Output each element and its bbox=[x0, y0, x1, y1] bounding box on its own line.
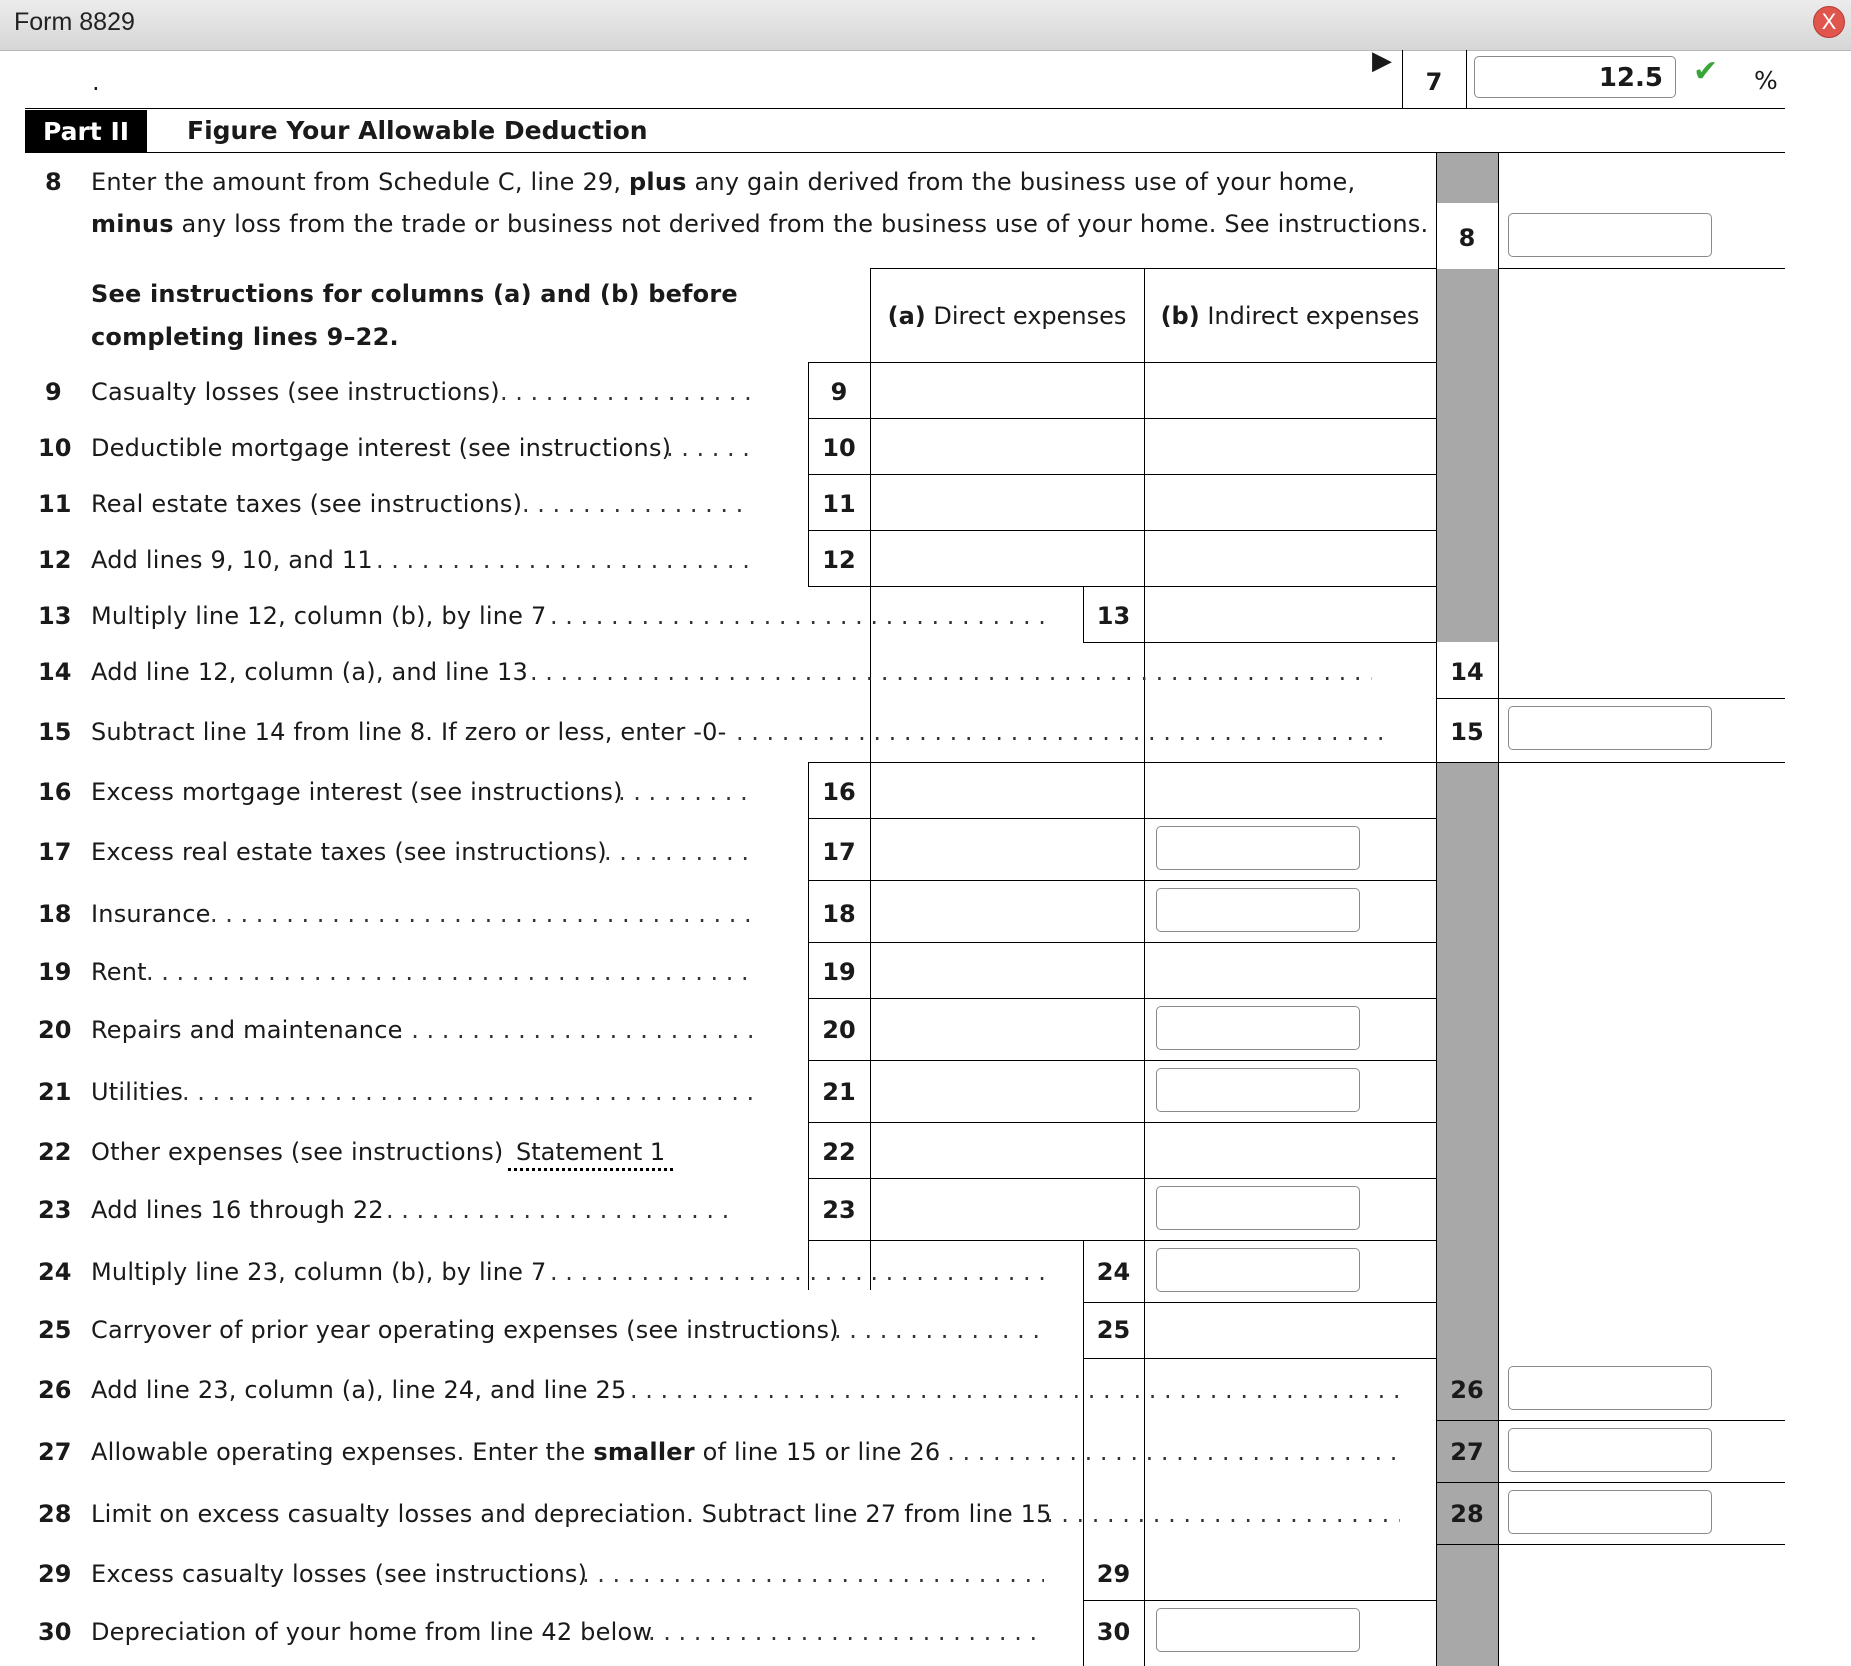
divider bbox=[808, 762, 1436, 763]
line-number: 12 bbox=[38, 546, 72, 574]
line7-bullet: . bbox=[92, 68, 100, 96]
column-a-header: (a) Direct expenses bbox=[887, 302, 1127, 330]
dot-leader bbox=[550, 602, 1044, 630]
shaded-column bbox=[1436, 1544, 1498, 1666]
divider bbox=[808, 818, 1436, 819]
line7-box-label: 7 bbox=[1425, 68, 1443, 96]
line26-box-label: 26 bbox=[1450, 1376, 1484, 1404]
line21-text: Utilities bbox=[91, 1078, 184, 1106]
line19-text: Rent bbox=[91, 958, 147, 986]
dot-leader bbox=[736, 718, 1386, 746]
line8-text-2: minus any loss from the trade or business not derived from the business use of your home. See instructions. bbox=[91, 210, 1429, 238]
divider bbox=[1436, 1482, 1785, 1483]
line29-box-label: 29 bbox=[1096, 1560, 1131, 1588]
line-number: 16 bbox=[38, 778, 72, 806]
divider bbox=[808, 586, 1436, 587]
divider bbox=[870, 268, 871, 1290]
line13-text: Multiply line 12, column (b), by line 7 bbox=[91, 602, 547, 630]
line17-text: Excess real estate taxes (see instructions) bbox=[91, 838, 607, 866]
line20-column-b-input[interactable] bbox=[1156, 1006, 1360, 1050]
line-number: 25 bbox=[38, 1316, 72, 1344]
line27-input[interactable] bbox=[1508, 1428, 1712, 1472]
dot-leader bbox=[834, 1316, 1044, 1344]
line27-box-label: 27 bbox=[1450, 1438, 1484, 1466]
line-number: 23 bbox=[38, 1196, 72, 1224]
line-number: 9 bbox=[45, 378, 62, 406]
line-number: 13 bbox=[38, 602, 72, 630]
dot-leader bbox=[530, 658, 1372, 686]
line10-text: Deductible mortgage interest (see instructions) bbox=[91, 434, 672, 462]
line22-box-label: 22 bbox=[822, 1138, 856, 1166]
line-number: 20 bbox=[38, 1016, 72, 1044]
line17-box-label: 17 bbox=[822, 838, 856, 866]
line8-text-1: Enter the amount from Schedule C, line 29, plus any gain derived from the business use of your home, bbox=[91, 168, 1356, 196]
divider bbox=[1083, 1358, 1436, 1359]
dot-leader bbox=[932, 1438, 1398, 1466]
line18-box-label: 18 bbox=[822, 900, 856, 928]
divider bbox=[1083, 1302, 1436, 1303]
line11-box-label: 11 bbox=[822, 490, 856, 518]
dot-leader bbox=[666, 434, 752, 462]
line11-text: Real estate taxes (see instructions) bbox=[91, 490, 523, 518]
divider bbox=[1083, 1600, 1436, 1601]
line12-text: Add lines 9, 10, and 11 bbox=[91, 546, 373, 574]
line23-box-label: 23 bbox=[822, 1196, 856, 1224]
line16-text: Excess mortgage interest (see instructions) bbox=[91, 778, 623, 806]
line-number: 18 bbox=[38, 900, 72, 928]
line24-box-label: 24 bbox=[1096, 1258, 1131, 1286]
line21-box-label: 21 bbox=[822, 1078, 856, 1106]
line25-text: Carryover of prior year operating expenses (see instructions) bbox=[91, 1316, 839, 1344]
divider bbox=[808, 474, 1436, 475]
line30-column-b-input[interactable] bbox=[1156, 1608, 1360, 1652]
part-ii-tab: Part II bbox=[25, 110, 147, 153]
line-number: 30 bbox=[38, 1618, 72, 1646]
line-number: 8 bbox=[45, 168, 62, 196]
line-number: 15 bbox=[38, 718, 72, 746]
divider bbox=[808, 1240, 1436, 1241]
line9-box-label: 9 bbox=[830, 378, 848, 406]
divider bbox=[1498, 153, 1499, 1666]
divider bbox=[808, 1178, 1436, 1179]
part-ii-title: Figure Your Allowable Deduction bbox=[187, 116, 648, 145]
line14-text: Add line 12, column (a), and line 13 bbox=[91, 658, 528, 686]
dot-leader bbox=[1046, 1500, 1400, 1528]
dot-leader bbox=[604, 838, 752, 866]
columns-instruction-2: completing lines 9–22. bbox=[91, 323, 399, 351]
dot-leader bbox=[210, 900, 752, 928]
line20-box-label: 20 bbox=[822, 1016, 856, 1044]
line9-text: Casualty losses (see instructions) bbox=[91, 378, 500, 406]
divider bbox=[808, 1122, 1436, 1123]
line-number: 28 bbox=[38, 1500, 72, 1528]
dot-leader bbox=[550, 1258, 1044, 1286]
column-b-header: (b) Indirect expenses bbox=[1160, 302, 1420, 330]
divider bbox=[1083, 642, 1436, 643]
divider bbox=[808, 880, 1436, 881]
line21-column-b-input[interactable] bbox=[1156, 1068, 1360, 1112]
check-icon: ✔ bbox=[1693, 54, 1719, 89]
statement-link[interactable]: Statement 1 bbox=[508, 1138, 673, 1171]
line28-box-label: 28 bbox=[1450, 1500, 1484, 1528]
divider bbox=[25, 152, 1785, 153]
divider bbox=[1436, 698, 1498, 699]
line29-text: Excess casualty losses (see instructions) bbox=[91, 1560, 588, 1588]
divider bbox=[1498, 268, 1785, 269]
line7-percentage-input[interactable]: 12.5 bbox=[1474, 56, 1676, 98]
line-number: 14 bbox=[38, 658, 72, 686]
dot-leader bbox=[182, 1078, 752, 1106]
dot-leader bbox=[582, 1560, 1044, 1588]
divider bbox=[25, 108, 1785, 109]
divider bbox=[1466, 50, 1467, 108]
arrow-icon: ▶ bbox=[1372, 50, 1392, 76]
line-number: 24 bbox=[38, 1258, 72, 1286]
line10-box-label: 10 bbox=[822, 434, 856, 462]
form-8829-body bbox=[0, 50, 1851, 1666]
line14-box-label: 14 bbox=[1450, 658, 1484, 686]
line18-text: Insurance bbox=[91, 900, 211, 928]
divider bbox=[808, 362, 1436, 363]
dot-leader bbox=[146, 958, 752, 986]
divider bbox=[870, 268, 1436, 269]
line15-box-label: 15 bbox=[1450, 718, 1484, 746]
line-number: 22 bbox=[38, 1138, 72, 1166]
line20-text: Repairs and maintenance bbox=[91, 1016, 403, 1044]
line15-input[interactable] bbox=[1508, 706, 1712, 750]
line19-box-label: 19 bbox=[822, 958, 856, 986]
line18-column-b-input[interactable] bbox=[1156, 888, 1360, 932]
dot-leader bbox=[648, 1618, 1044, 1646]
divider bbox=[808, 942, 1436, 943]
shaded-column bbox=[1436, 269, 1498, 642]
line26-input[interactable] bbox=[1508, 1366, 1712, 1410]
divider bbox=[808, 530, 1436, 531]
divider bbox=[1436, 762, 1785, 763]
line30-box-label: 30 bbox=[1096, 1618, 1131, 1646]
line27-text: Allowable operating expenses. Enter the smaller of line 15 or line 26 bbox=[91, 1438, 941, 1466]
columns-instruction-1: See instructions for columns (a) and (b) before bbox=[91, 280, 738, 308]
divider bbox=[808, 418, 1436, 419]
line13-box-label: 13 bbox=[1096, 602, 1131, 630]
line17-column-b-input[interactable] bbox=[1156, 826, 1360, 870]
line24-column-b-input[interactable] bbox=[1156, 1248, 1360, 1292]
line-number: 11 bbox=[38, 490, 72, 518]
line26-text: Add line 23, column (a), line 24, and line 25 bbox=[91, 1376, 627, 1404]
line-number: 26 bbox=[38, 1376, 72, 1404]
line25-box-label: 25 bbox=[1096, 1316, 1131, 1344]
dot-leader bbox=[500, 378, 752, 406]
line24-text: Multiply line 23, column (b), by line 7 bbox=[91, 1258, 547, 1286]
dot-leader bbox=[522, 490, 752, 518]
line8-input[interactable] bbox=[1508, 213, 1712, 257]
line-number: 27 bbox=[38, 1438, 72, 1466]
dot-leader bbox=[386, 1196, 736, 1224]
line30-text: Depreciation of your home from line 42 below bbox=[91, 1618, 653, 1646]
line12-box-label: 12 bbox=[822, 546, 856, 574]
close-button[interactable]: X bbox=[1813, 6, 1845, 38]
line22-text: Other expenses (see instructions) bbox=[91, 1138, 504, 1166]
percent-sign: % bbox=[1754, 66, 1778, 95]
line-number: 17 bbox=[38, 838, 72, 866]
window-title: Form 8829 bbox=[14, 8, 135, 36]
dot-leader bbox=[630, 1376, 1400, 1404]
divider bbox=[808, 998, 1436, 999]
divider bbox=[1436, 1544, 1785, 1545]
line8-box-label: 8 bbox=[1458, 224, 1476, 252]
shaded-column bbox=[1436, 762, 1498, 1616]
line-number: 21 bbox=[38, 1078, 72, 1106]
line28-input[interactable] bbox=[1508, 1490, 1712, 1534]
shaded-cell bbox=[1436, 153, 1498, 203]
window-titlebar bbox=[0, 0, 1851, 51]
line15-text: Subtract line 14 from line 8. If zero or less, enter -0- bbox=[91, 718, 727, 746]
divider bbox=[808, 1060, 1436, 1061]
dot-leader bbox=[396, 1016, 752, 1044]
dot-leader bbox=[618, 778, 752, 806]
dot-leader bbox=[376, 546, 752, 574]
line16-box-label: 16 bbox=[822, 778, 856, 806]
line-number: 19 bbox=[38, 958, 72, 986]
line-number: 10 bbox=[38, 434, 72, 462]
divider bbox=[1436, 1420, 1785, 1421]
line-number: 29 bbox=[38, 1560, 72, 1588]
line28-text: Limit on excess casualty losses and depreciation. Subtract line 27 from line 15 bbox=[91, 1500, 1052, 1528]
line23-column-b-input[interactable] bbox=[1156, 1186, 1360, 1230]
divider bbox=[1498, 698, 1785, 699]
line23-text: Add lines 16 through 22 bbox=[91, 1196, 384, 1224]
